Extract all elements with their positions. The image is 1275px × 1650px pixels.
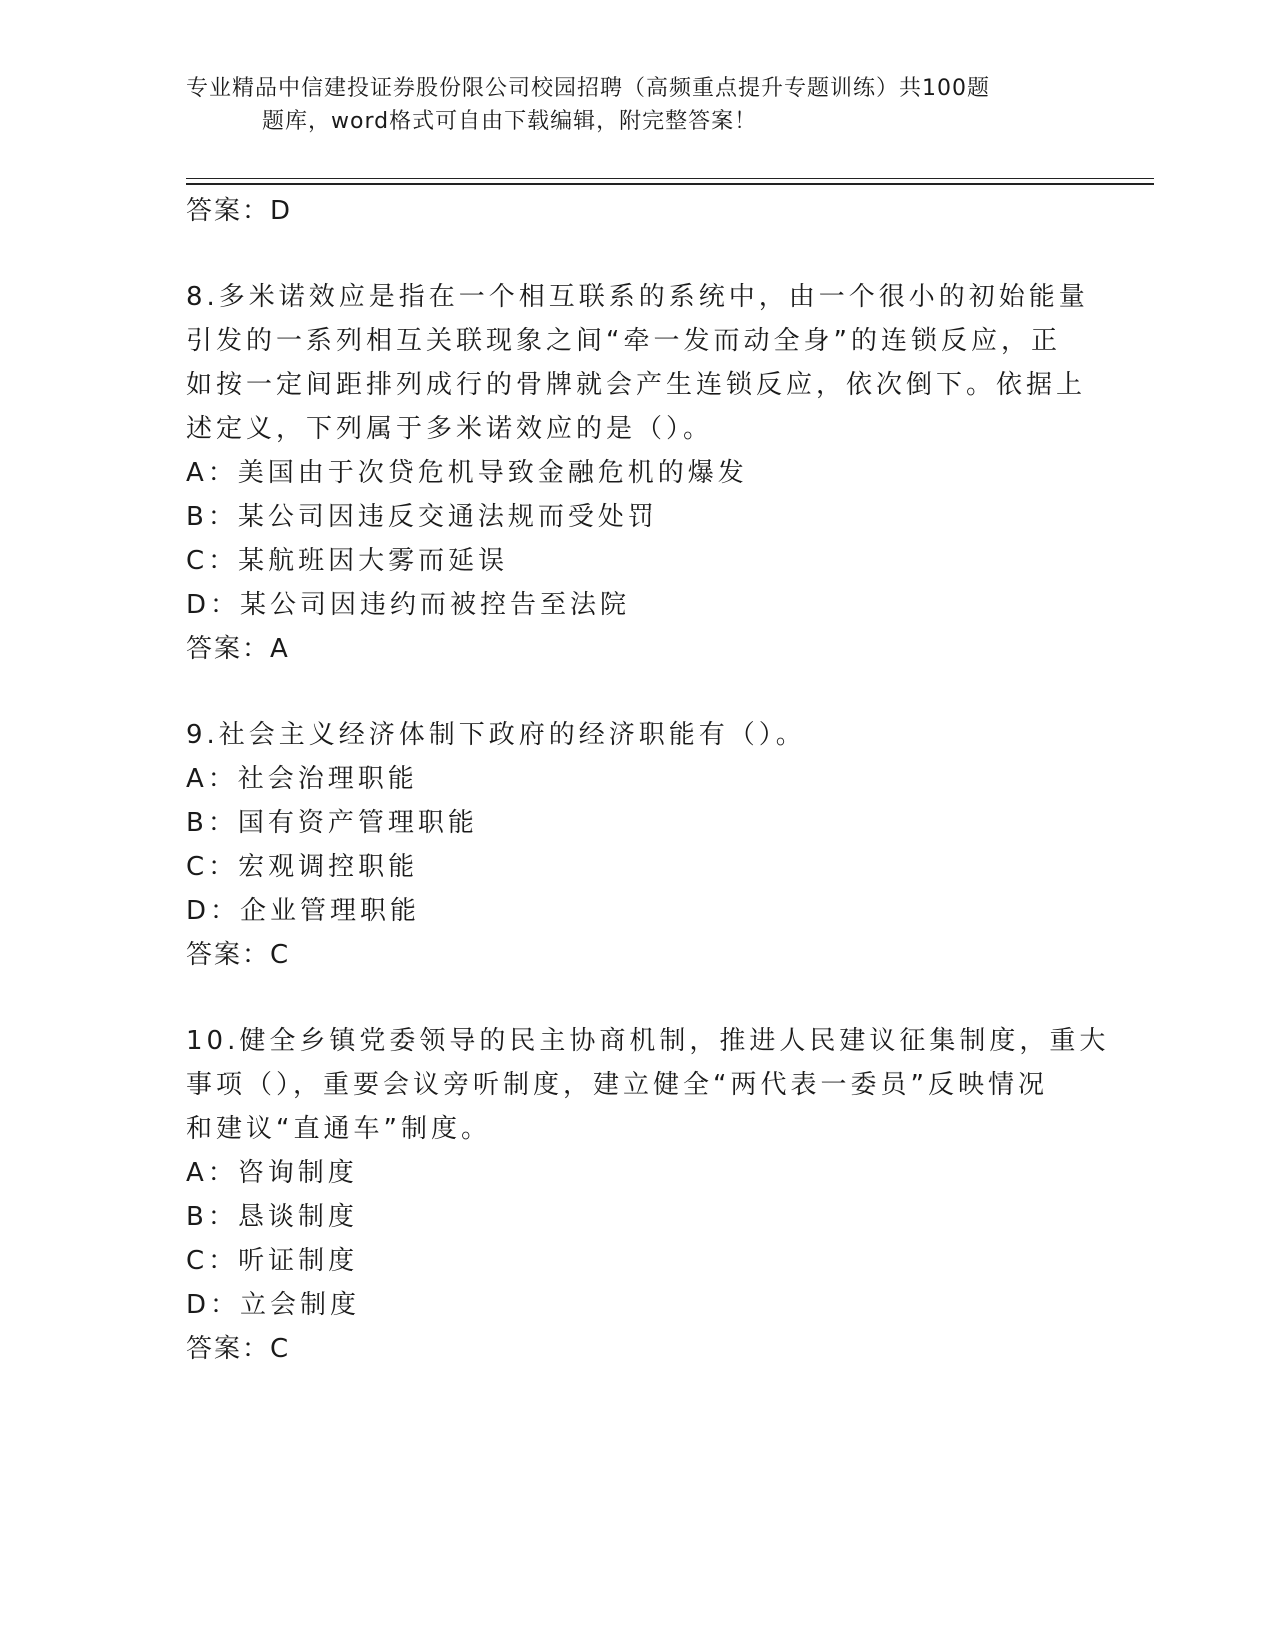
q9-stem-line-1: 9.社会主义经济体制下政府的经济职能有（）。 (186, 720, 806, 750)
q10-stem-line-1: 10.健全乡镇党委领导的民主协商机制，推进人民建议征集制度，重大 (186, 1026, 1110, 1056)
q10-option-b: B：恳谈制度 (186, 1202, 358, 1232)
q9-answer: 答案：C (186, 940, 291, 970)
q8-stem-line-4: 述定义，下列属于多米诺效应的是（）。 (186, 414, 714, 444)
q10-option-c: C：听证制度 (186, 1246, 359, 1276)
q8-answer: 答案：A (186, 634, 290, 664)
q9-option-c: C：宏观调控职能 (186, 852, 419, 882)
page-header (186, 72, 1066, 138)
q9-option-a: A：社会治理职能 (186, 764, 418, 794)
q8-option-a: A：美国由于次贷危机导致金融危机的爆发 (186, 458, 748, 488)
q10-stem-line-3: 和建议“直通车”制度。 (186, 1114, 491, 1144)
q9-option-b: B：国有资产管理职能 (186, 808, 478, 838)
q8-option-c: C：某航班因大雾而延误 (186, 546, 509, 576)
q8-stem-line-3: 如按一定间距排列成行的骨牌就会产生连锁反应，依次倒下。依据上 (186, 370, 1087, 400)
q8-option-b: B：某公司因违反交通法规而受处罚 (186, 502, 658, 532)
prev-answer: 答案：D (186, 196, 293, 226)
q10-option-d: D：立会制度 (186, 1290, 361, 1320)
header-title-line-1: 专业精品中信建投证券股份限公司校园招聘（高频重点提升专题训练）共100题 (186, 76, 990, 101)
q8-stem-line-1: 8.多米诺效应是指在一个相互联系的系统中，由一个很小的初始能量 (186, 282, 1089, 312)
q8-option-d: D：某公司因违约而被控告至法院 (186, 590, 631, 620)
q10-stem-line-2: 事项（），重要会议旁听制度，建立健全“两代表一委员”反映情况 (186, 1070, 1048, 1100)
q10-answer: 答案：C (186, 1334, 291, 1364)
header-divider-thick (186, 183, 1154, 185)
header-title-line-2: 题库，word格式可自由下载编辑，附完整答案！ (262, 109, 758, 134)
q8-stem-line-2: 引发的一系列相互关联现象之间“牵一发而动全身”的连锁反应，正 (186, 326, 1061, 356)
q9-option-d: D：企业管理职能 (186, 896, 421, 926)
header-divider-thin (186, 178, 1154, 179)
q10-option-a: A：咨询制度 (186, 1158, 358, 1188)
